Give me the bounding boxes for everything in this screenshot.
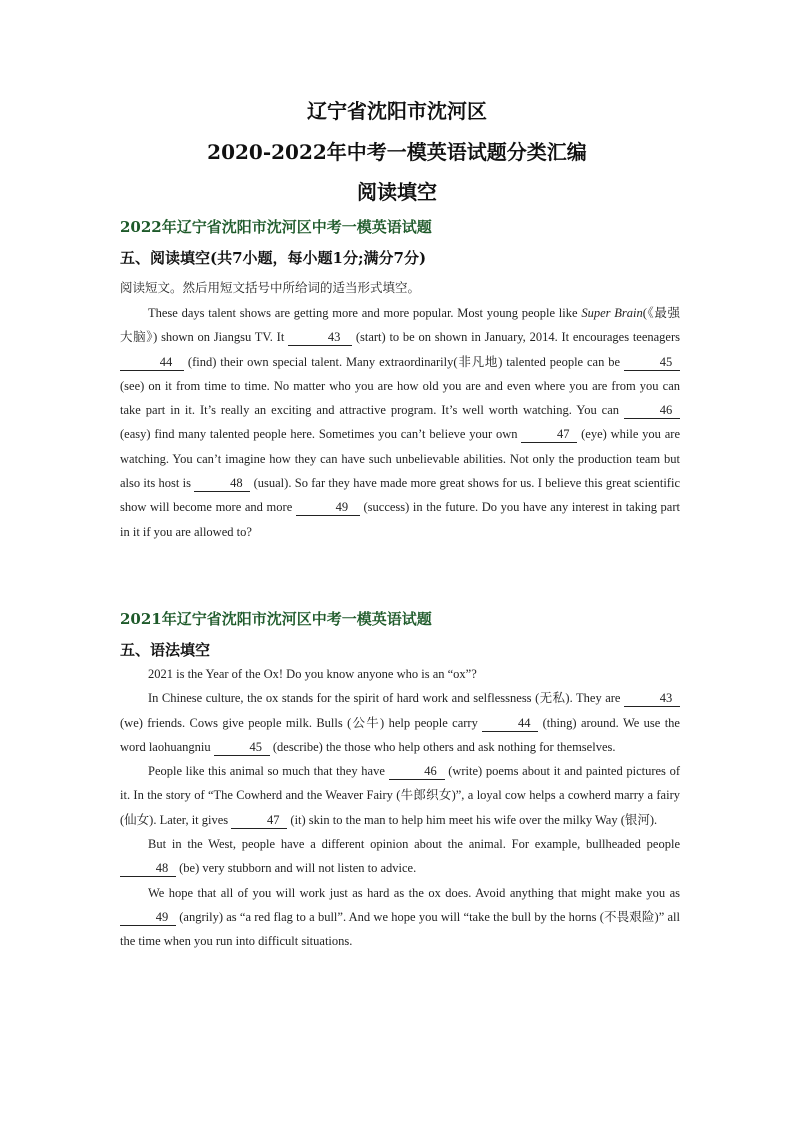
passage-2022 [120,301,680,544]
doc-title-region: 辽宁省沈阳市沈河区 [307,99,487,123]
doc-title-main: 2020-2022年中考一模英语试题分类汇编 [207,140,587,164]
passage-text: (write) poems about it and painted pictures of it. In the story of “The Cowherd and the Weaver Fairy (牛郎织女)”, a loyal cow helps a cowherd marry a fairy (仙女). Later, it gives [120,764,680,827]
passage-text: (eye) while you are watching. You can’t imagine how they can have such unbelievable abilities. Not only the production team but also its host is [120,427,680,491]
blank-48[interactable]: 48 [194,476,250,492]
section-2021-heading: 2021年辽宁省沈阳市沈河区中考一模英语试题 [120,610,432,628]
passage-text: People like this animal so much that they have [148,764,389,779]
blank-47[interactable]: 47 [521,427,577,443]
passage-text: (describe) the those who help others and ask nothing for themselves. [269,739,616,754]
section-2022-part: 五、阅读填空(共7小题，每小题1分;满分7分) [120,249,427,267]
blank-44[interactable]: 44 [482,716,538,732]
passage-text: (see) on it from time to time. No matter who you are how old you are and even where you are from you can take part in it. It’s really an exciting and attractive program. It’s well worth watching. You can [120,378,680,418]
passage-text: These days talent shows are getting more and more popular. Most young people like [148,306,582,320]
paragraph-3 [120,759,680,832]
passage-text: (we) friends. Cows give people milk. Bulls (公牛) help people carry [120,715,483,730]
passage-2021 [120,662,680,954]
passage-text: We hope that all of you will work just as hard as the ox does. Avoid anything that might make you as [148,885,680,900]
blank-44[interactable]: 44 [120,355,184,371]
passage-text: (it) skin to the man to help him meet his wife over the milky Way (银河). [287,812,658,827]
passage-text: In Chinese culture, the ox stands for the spirit of hard work and selflessness (无私). They are [148,691,624,706]
blank-48[interactable]: 48 [120,861,176,877]
passage-text: (start) to be on shown in January, 2014. It encourages teenagers [352,330,681,345]
blank-46[interactable]: 46 [624,403,680,419]
passage-text: (angrily) as “a red flag to a bull”. And we hope you will “take the bull by the horns (不畏艰险)” all the time when you run into difficult situations. [120,909,680,949]
passage-text: (usual). So far they have made more great shows for us. I believe this great scientific show will become more and more [120,476,680,515]
section-2022-heading: 2022年辽宁省沈阳市沈河区中考一模英语试题 [120,218,432,236]
blank-43[interactable]: 43 [624,691,680,707]
passage-text: (success) in the future. Do you have any interest in taking part in it if you are allowed to? [120,500,680,539]
paragraph-1: 2021 is the Year of the Ox! Do you know anyone who is an “ox”? [148,667,477,681]
passage-text: (be) very stubborn and will not listen to advice. [176,861,417,876]
blank-45[interactable]: 45 [624,355,680,371]
doc-title-topic: 阅读填空 [357,180,437,204]
paragraph-5 [120,881,680,954]
passage-text: (find) their own special talent. Many extraordinarily(非凡地) talented people can be [184,354,624,369]
passage-text: But in the West, people have a different opinion about the animal. For example, bullheaded people [148,837,680,852]
passage-text: (easy) find many talented people here. Sometimes you can’t believe your own [120,427,522,442]
section-2021-part: 五、语法填空 [120,641,211,659]
blank-43[interactable]: 43 [288,330,352,346]
section-2022-instruction: 阅读短文。然后用短文括号中所给词的适当形式填空。 [120,280,421,295]
blank-49[interactable]: 49 [120,910,176,926]
blank-45[interactable]: 45 [214,740,270,756]
paragraph-4 [120,832,680,881]
blank-49[interactable]: 49 [296,500,360,516]
blank-46[interactable]: 46 [389,764,445,780]
paragraph-2 [120,686,680,759]
passage-text: (thing) around. We use the word laohuangniu [120,715,680,754]
blank-47[interactable]: 47 [231,813,287,829]
show-name-italic: Super Brain [581,306,643,320]
passage-text: (《最强大脑》) shown on Jiangsu TV. It [120,306,680,345]
